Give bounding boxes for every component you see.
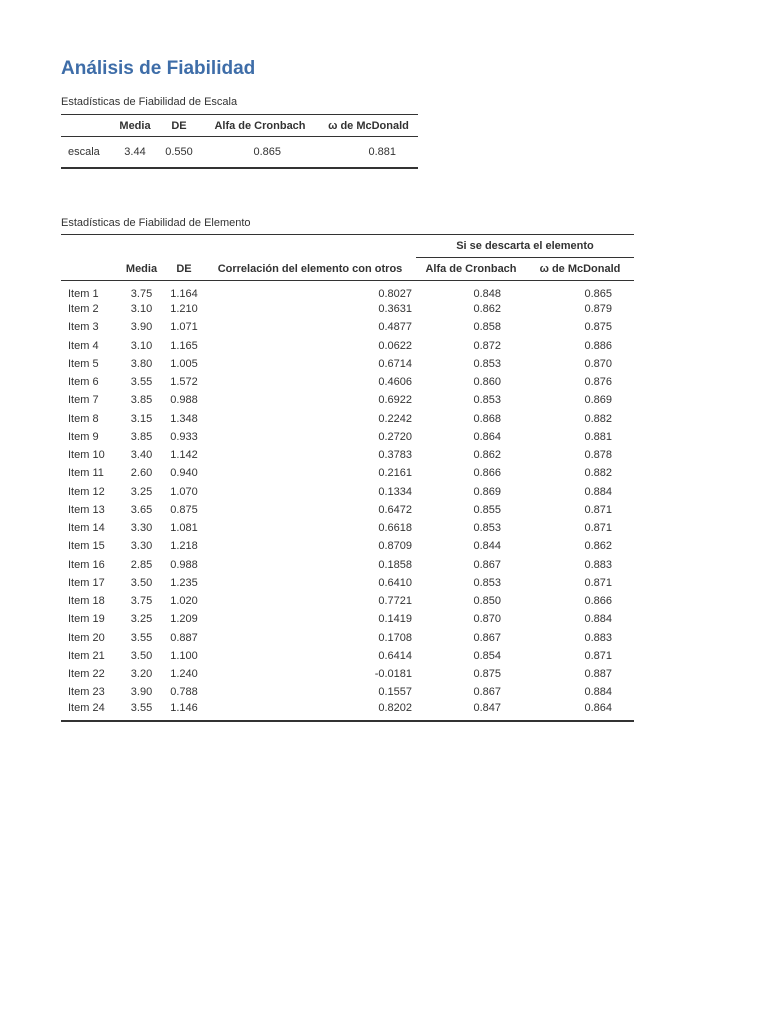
- item-cell-label: Item 14: [68, 522, 105, 535]
- table-row: [61, 592, 634, 610]
- item-cell-media: 3.55: [130, 701, 153, 714]
- table-row: [61, 281, 634, 301]
- scale-reliability-table: [61, 114, 418, 169]
- item-cell-alfa: 0.875: [473, 668, 501, 681]
- item-cell-alfa: 0.862: [473, 303, 501, 316]
- item-cell-correlation: 0.1708: [378, 631, 412, 644]
- item-cell-alfa: 0.872: [473, 339, 501, 352]
- item-cell-correlation: 0.4877: [378, 321, 412, 334]
- table-row: [61, 464, 634, 482]
- item-cell-correlation: 0.6922: [378, 394, 412, 407]
- item-cell-alfa: 0.847: [473, 701, 501, 714]
- item-cell-correlation: 0.1419: [378, 613, 412, 626]
- item-cell-label: Item 10: [68, 449, 105, 462]
- table-row: [61, 300, 634, 318]
- scale-cell-de: 0.550: [165, 145, 193, 158]
- table-row: [61, 574, 634, 592]
- item-cell-de: 0.988: [170, 394, 198, 407]
- item-cell-omega: 0.875: [584, 321, 612, 334]
- item-cell-correlation: 0.3631: [378, 303, 412, 316]
- item-cell-omega: 0.869: [584, 394, 612, 407]
- item-cell-label: Item 17: [68, 576, 105, 589]
- item-cell-omega: 0.866: [584, 595, 612, 608]
- item-cell-omega: 0.883: [584, 631, 612, 644]
- item-cell-label: Item 18: [68, 595, 105, 608]
- item-cell-de: 0.887: [170, 631, 198, 644]
- item-cell-omega: 0.887: [584, 668, 612, 681]
- item-cell-media: 3.40: [130, 449, 153, 462]
- item-cell-media: 3.75: [130, 595, 153, 608]
- group-header-row: [61, 235, 634, 258]
- item-cell-alfa: 0.868: [473, 412, 501, 425]
- item-cell-correlation: 0.2720: [378, 430, 412, 443]
- item-cell-omega: 0.884: [584, 613, 612, 626]
- item-cell-media: 3.15: [130, 412, 153, 425]
- item-cell-label: Item 7: [68, 394, 99, 407]
- item-cell-alfa: 0.854: [473, 649, 501, 662]
- item-cell-de: 1.081: [170, 522, 198, 535]
- item-cell-correlation: 0.4606: [378, 376, 412, 389]
- item-cell-alfa: 0.862: [473, 449, 501, 462]
- scale-header-row: [61, 115, 418, 137]
- item-cell-media: 3.75: [130, 288, 153, 300]
- item-cell-de: 0.933: [170, 430, 198, 443]
- item-cell-de: 1.240: [170, 668, 198, 681]
- item-cell-correlation: 0.2242: [378, 412, 412, 425]
- scale-header-empty: [61, 115, 113, 137]
- item-cell-de: 1.164: [170, 288, 198, 300]
- item-cell-alfa: 0.870: [473, 613, 501, 626]
- table-row: [61, 683, 634, 701]
- table-row: [61, 665, 634, 683]
- item-cell-de: 1.218: [170, 540, 198, 553]
- item-cell-media: 3.30: [130, 522, 153, 535]
- item-cell-correlation: 0.0622: [378, 339, 412, 352]
- item-cell-label: Item 1: [68, 288, 99, 300]
- item-cell-label: Item 3: [68, 321, 99, 334]
- item-cell-alfa: 0.866: [473, 467, 501, 480]
- item-cell-omega: 0.876: [584, 376, 612, 389]
- item-cell-omega: 0.882: [584, 412, 612, 425]
- scale-header-alfa: Alfa de Cronbach: [201, 115, 319, 137]
- item-cell-alfa: 0.860: [473, 376, 501, 389]
- scale-cell-label: escala: [68, 145, 100, 158]
- item-cell-alfa: 0.850: [473, 595, 501, 608]
- item-cell-label: Item 12: [68, 485, 105, 498]
- item-cell-de: 1.100: [170, 649, 198, 662]
- item-cell-correlation: 0.6714: [378, 357, 412, 370]
- item-cell-media: 3.85: [130, 430, 153, 443]
- item-cell-label: Item 19: [68, 613, 105, 626]
- item-header-correlation: Correlación del elemento con otros: [204, 258, 416, 281]
- item-cell-label: Item 21: [68, 649, 105, 662]
- item-cell-label: Item 4: [68, 339, 99, 352]
- item-header-omega: ω de McDonald: [526, 258, 634, 281]
- item-header-alfa: Alfa de Cronbach: [416, 258, 526, 281]
- item-cell-de: 1.146: [170, 701, 198, 714]
- item-cell-label: Item 23: [68, 686, 105, 699]
- item-cell-media: 3.55: [130, 631, 153, 644]
- item-cell-de: 0.940: [170, 467, 198, 480]
- item-cell-media: 3.50: [130, 576, 153, 589]
- item-cell-correlation: -0.0181: [374, 668, 412, 681]
- item-cell-media: 3.50: [130, 649, 153, 662]
- item-cell-correlation: 0.7721: [378, 595, 412, 608]
- item-cell-de: 1.210: [170, 303, 198, 316]
- table-row: [61, 537, 634, 555]
- item-cell-alfa: 0.867: [473, 631, 501, 644]
- item-cell-omega: 0.878: [584, 449, 612, 462]
- scale-header-omega: ω de McDonald: [319, 115, 418, 137]
- item-cell-correlation: 0.3783: [378, 449, 412, 462]
- item-cell-media: 3.80: [130, 357, 153, 370]
- item-cell-media: 3.90: [130, 686, 153, 699]
- scale-cell-alfa: 0.865: [253, 145, 281, 158]
- item-cell-alfa: 0.867: [473, 686, 501, 699]
- item-cell-label: Item 6: [68, 376, 99, 389]
- item-cell-omega: 0.871: [584, 649, 612, 662]
- item-cell-media: 3.10: [130, 303, 153, 316]
- item-cell-label: Item 8: [68, 412, 99, 425]
- table-row: [61, 702, 634, 721]
- scale-cell-media: 3.44: [124, 145, 146, 158]
- item-cell-label: Item 5: [68, 357, 99, 370]
- item-cell-omega: 0.884: [584, 686, 612, 699]
- scale-header-media: Media: [113, 115, 157, 137]
- table-row: [61, 428, 634, 446]
- item-cell-alfa: 0.858: [473, 321, 501, 334]
- item-cell-omega: 0.881: [584, 430, 612, 443]
- table-row: [61, 629, 634, 647]
- item-header-row: [61, 258, 634, 281]
- table-row: [61, 391, 634, 409]
- item-cell-media: 3.85: [130, 394, 153, 407]
- table-row: [61, 501, 634, 519]
- item-cell-alfa: 0.853: [473, 394, 501, 407]
- item-cell-omega: 0.865: [584, 288, 612, 300]
- item-cell-alfa: 0.853: [473, 576, 501, 589]
- scale-cell-omega: 0.881: [368, 145, 396, 158]
- scale-header-de: DE: [157, 115, 201, 137]
- item-cell-alfa: 0.853: [473, 522, 501, 535]
- item-header-de: DE: [164, 258, 204, 281]
- table-row: [61, 337, 634, 355]
- item-reliability-table: [61, 234, 634, 722]
- item-cell-label: Item 13: [68, 503, 105, 516]
- item-cell-media: 3.65: [130, 503, 153, 516]
- item-cell-label: Item 9: [68, 430, 99, 443]
- item-cell-omega: 0.871: [584, 503, 612, 516]
- item-cell-label: Item 16: [68, 558, 105, 571]
- item-cell-de: 1.071: [170, 321, 198, 334]
- table-row: [61, 610, 634, 628]
- item-cell-correlation: 0.6618: [378, 522, 412, 535]
- item-cell-media: 3.55: [130, 376, 153, 389]
- item-cell-alfa: 0.864: [473, 430, 501, 443]
- item-cell-correlation: 0.6472: [378, 503, 412, 516]
- item-cell-omega: 0.871: [584, 522, 612, 535]
- item-cell-omega: 0.870: [584, 357, 612, 370]
- table-row: [61, 410, 634, 428]
- item-cell-label: Item 2: [68, 303, 99, 316]
- table-row: [61, 355, 634, 373]
- item-cell-de: 0.875: [170, 503, 198, 516]
- item-cell-omega: 0.886: [584, 339, 612, 352]
- item-cell-omega: 0.882: [584, 467, 612, 480]
- item-cell-correlation: 0.6410: [378, 576, 412, 589]
- table-row: [61, 318, 634, 336]
- item-cell-label: Item 11: [68, 467, 104, 480]
- item-cell-correlation: 0.2161: [378, 467, 412, 480]
- item-cell-correlation: 0.6414: [378, 649, 412, 662]
- item-header-media: Media: [119, 258, 164, 281]
- item-cell-correlation: 0.8027: [378, 288, 412, 300]
- item-cell-correlation: 0.1858: [378, 558, 412, 571]
- item-cell-de: 1.572: [170, 376, 198, 389]
- item-table-caption: Estadísticas de Fiabilidad de Elemento: [61, 217, 251, 229]
- item-cell-media: 3.30: [130, 540, 153, 553]
- item-cell-label: Item 24: [68, 701, 105, 714]
- item-cell-media: 3.10: [130, 339, 153, 352]
- item-table-body: [61, 281, 634, 721]
- item-cell-de: 1.348: [170, 412, 198, 425]
- item-cell-label: Item 22: [68, 668, 105, 681]
- table-row: [61, 373, 634, 391]
- item-cell-omega: 0.864: [584, 701, 612, 714]
- item-cell-alfa: 0.844: [473, 540, 501, 553]
- item-cell-media: 3.25: [130, 613, 153, 626]
- scale-table-caption: Estadísticas de Fiabilidad de Escala: [61, 96, 238, 108]
- item-cell-de: 1.165: [170, 339, 198, 352]
- item-cell-alfa: 0.855: [473, 503, 501, 516]
- item-cell-correlation: 0.8202: [378, 701, 412, 714]
- table-row: [61, 647, 634, 665]
- item-cell-de: 1.020: [170, 595, 198, 608]
- table-row: [61, 519, 634, 537]
- item-cell-de: 1.142: [170, 449, 198, 462]
- table-row: [61, 483, 634, 501]
- item-cell-omega: 0.884: [584, 485, 612, 498]
- item-cell-de: 0.988: [170, 558, 198, 571]
- item-cell-omega: 0.862: [584, 540, 612, 553]
- item-cell-alfa: 0.853: [473, 357, 501, 370]
- item-cell-media: 2.85: [130, 558, 153, 571]
- item-cell-correlation: 0.8709: [378, 540, 412, 553]
- item-cell-correlation: 0.1334: [378, 485, 412, 498]
- analysis-title: Análisis de Fiabilidad: [61, 58, 256, 79]
- table-row: [61, 446, 634, 464]
- item-cell-label: Item 15: [68, 540, 105, 553]
- item-cell-media: 3.90: [130, 321, 153, 334]
- item-cell-label: Item 20: [68, 631, 105, 644]
- table-row: [61, 556, 634, 574]
- item-cell-media: 2.60: [130, 467, 153, 480]
- item-cell-media: 3.25: [130, 485, 153, 498]
- item-cell-omega: 0.871: [584, 576, 612, 589]
- table-row: [61, 137, 418, 168]
- item-cell-de: 0.788: [170, 686, 198, 699]
- item-cell-correlation: 0.1557: [378, 686, 412, 699]
- item-cell-omega: 0.879: [584, 303, 612, 316]
- item-cell-alfa: 0.869: [473, 485, 501, 498]
- item-cell-omega: 0.883: [584, 558, 612, 571]
- item-cell-alfa: 0.867: [473, 558, 501, 571]
- item-cell-de: 1.070: [170, 485, 198, 498]
- item-cell-de: 1.235: [170, 576, 198, 589]
- item-header-empty: [61, 258, 119, 281]
- item-cell-de: 1.209: [170, 613, 198, 626]
- item-cell-de: 1.005: [170, 357, 198, 370]
- item-cell-media: 3.20: [130, 668, 153, 681]
- group-header-if-dropped: Si se descarta el elemento: [416, 235, 634, 258]
- item-cell-alfa: 0.848: [473, 288, 501, 300]
